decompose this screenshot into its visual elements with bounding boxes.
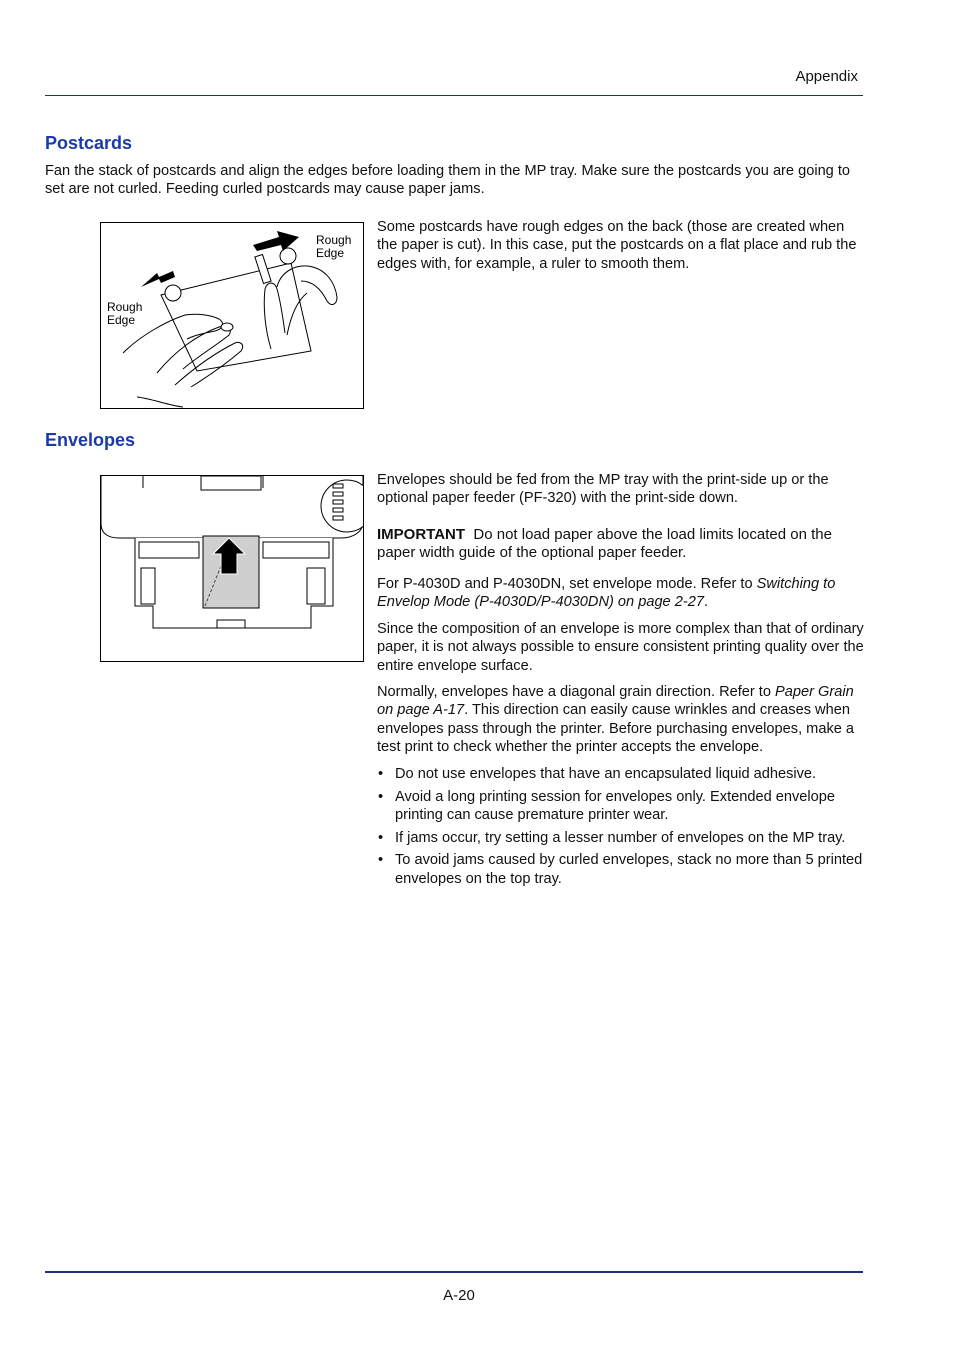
page-number: A-20: [443, 1287, 475, 1304]
list-item: • Do not use envelopes that have an encapsulated liquid adhesive.: [377, 765, 867, 783]
rough-edge-label-left: Rough: [107, 300, 143, 314]
important-note: [377, 526, 865, 563]
header-rule: [45, 95, 863, 96]
mp-tray-envelope-illustration: [101, 476, 363, 661]
switching-mode-link[interactable]: Switching to Envelop Mode (P-4030D/P-4030DN) on page 2-27: [377, 576, 836, 611]
rough-edge-label-top: Rough: [316, 233, 352, 247]
postcards-intro: Fan the stack of postcards and align the edges before loading them in the MP tray. Make sure the postcards you are going to set are not curled. Feeding curled postcards may cause paper jams.: [45, 163, 851, 198]
envelope-tips-list: [377, 765, 867, 892]
list-item: • To avoid jams caused by curled envelopes, stack no more than 5 printed envelopes on the top tray.: [377, 851, 867, 888]
postcards-heading: Postcards: [45, 133, 133, 153]
envelopes-heading: Envelopes: [45, 430, 136, 450]
postcards-side-text: Some postcards have rough edges on the back (those are created when the paper is cut). In this case, put the postcards on a flat place and rub the edges with, for example, a ruler to smooth them.: [377, 219, 857, 272]
svg-text:Edge: Edge: [316, 246, 345, 260]
running-header: Appendix: [795, 68, 858, 85]
grain-direction-text: Normally, envelopes have a diagonal grain direction. Refer to Paper Grain on page A-17. This direction can easily cause wrinkles and creases when envelopes pass through the printer. Before purchasing envelopes, make a test print to check whether the printer accepts the envelope.: [377, 684, 855, 756]
envelopes-p1: Envelopes should be fed from the MP tray with the print-side up or the optional paper feeder (PF-320) with the print-side down.: [377, 472, 829, 507]
important-text: Do not load paper above the load limits located on the paper width guide of the optional paper feeder.: [377, 526, 832, 562]
postcards-figure: [100, 222, 364, 409]
list-item: • If jams occur, try setting a lesser number of envelopes on the MP tray.: [377, 829, 867, 847]
postcard-rubbing-illustration: [101, 223, 363, 408]
paper-grain-link[interactable]: Paper Grain on page A-17: [377, 684, 854, 719]
list-item: • Avoid a long printing session for envelopes only. Extended envelope printing can cause premature printer wear.: [377, 788, 867, 825]
svg-text:Edge: Edge: [107, 313, 136, 327]
envelopes-figure: [100, 475, 364, 662]
important-label: IMPORTANT: [377, 526, 466, 543]
footer-rule: [45, 1271, 863, 1273]
envelopes-p4: Since the composition of an envelope is more complex than that of ordinary paper, it is not always possible to ensure consistent printing quality over the entire envelope surface.: [377, 621, 864, 674]
envelope-mode-text: For P-4030D and P-4030DN, set envelope mode. Refer to Switching to Envelop Mode (P-4030D/P-4030DN) on page 2-27.: [377, 576, 836, 611]
right-arrow-icon: [253, 231, 299, 251]
left-arrow-icon: [141, 271, 175, 287]
